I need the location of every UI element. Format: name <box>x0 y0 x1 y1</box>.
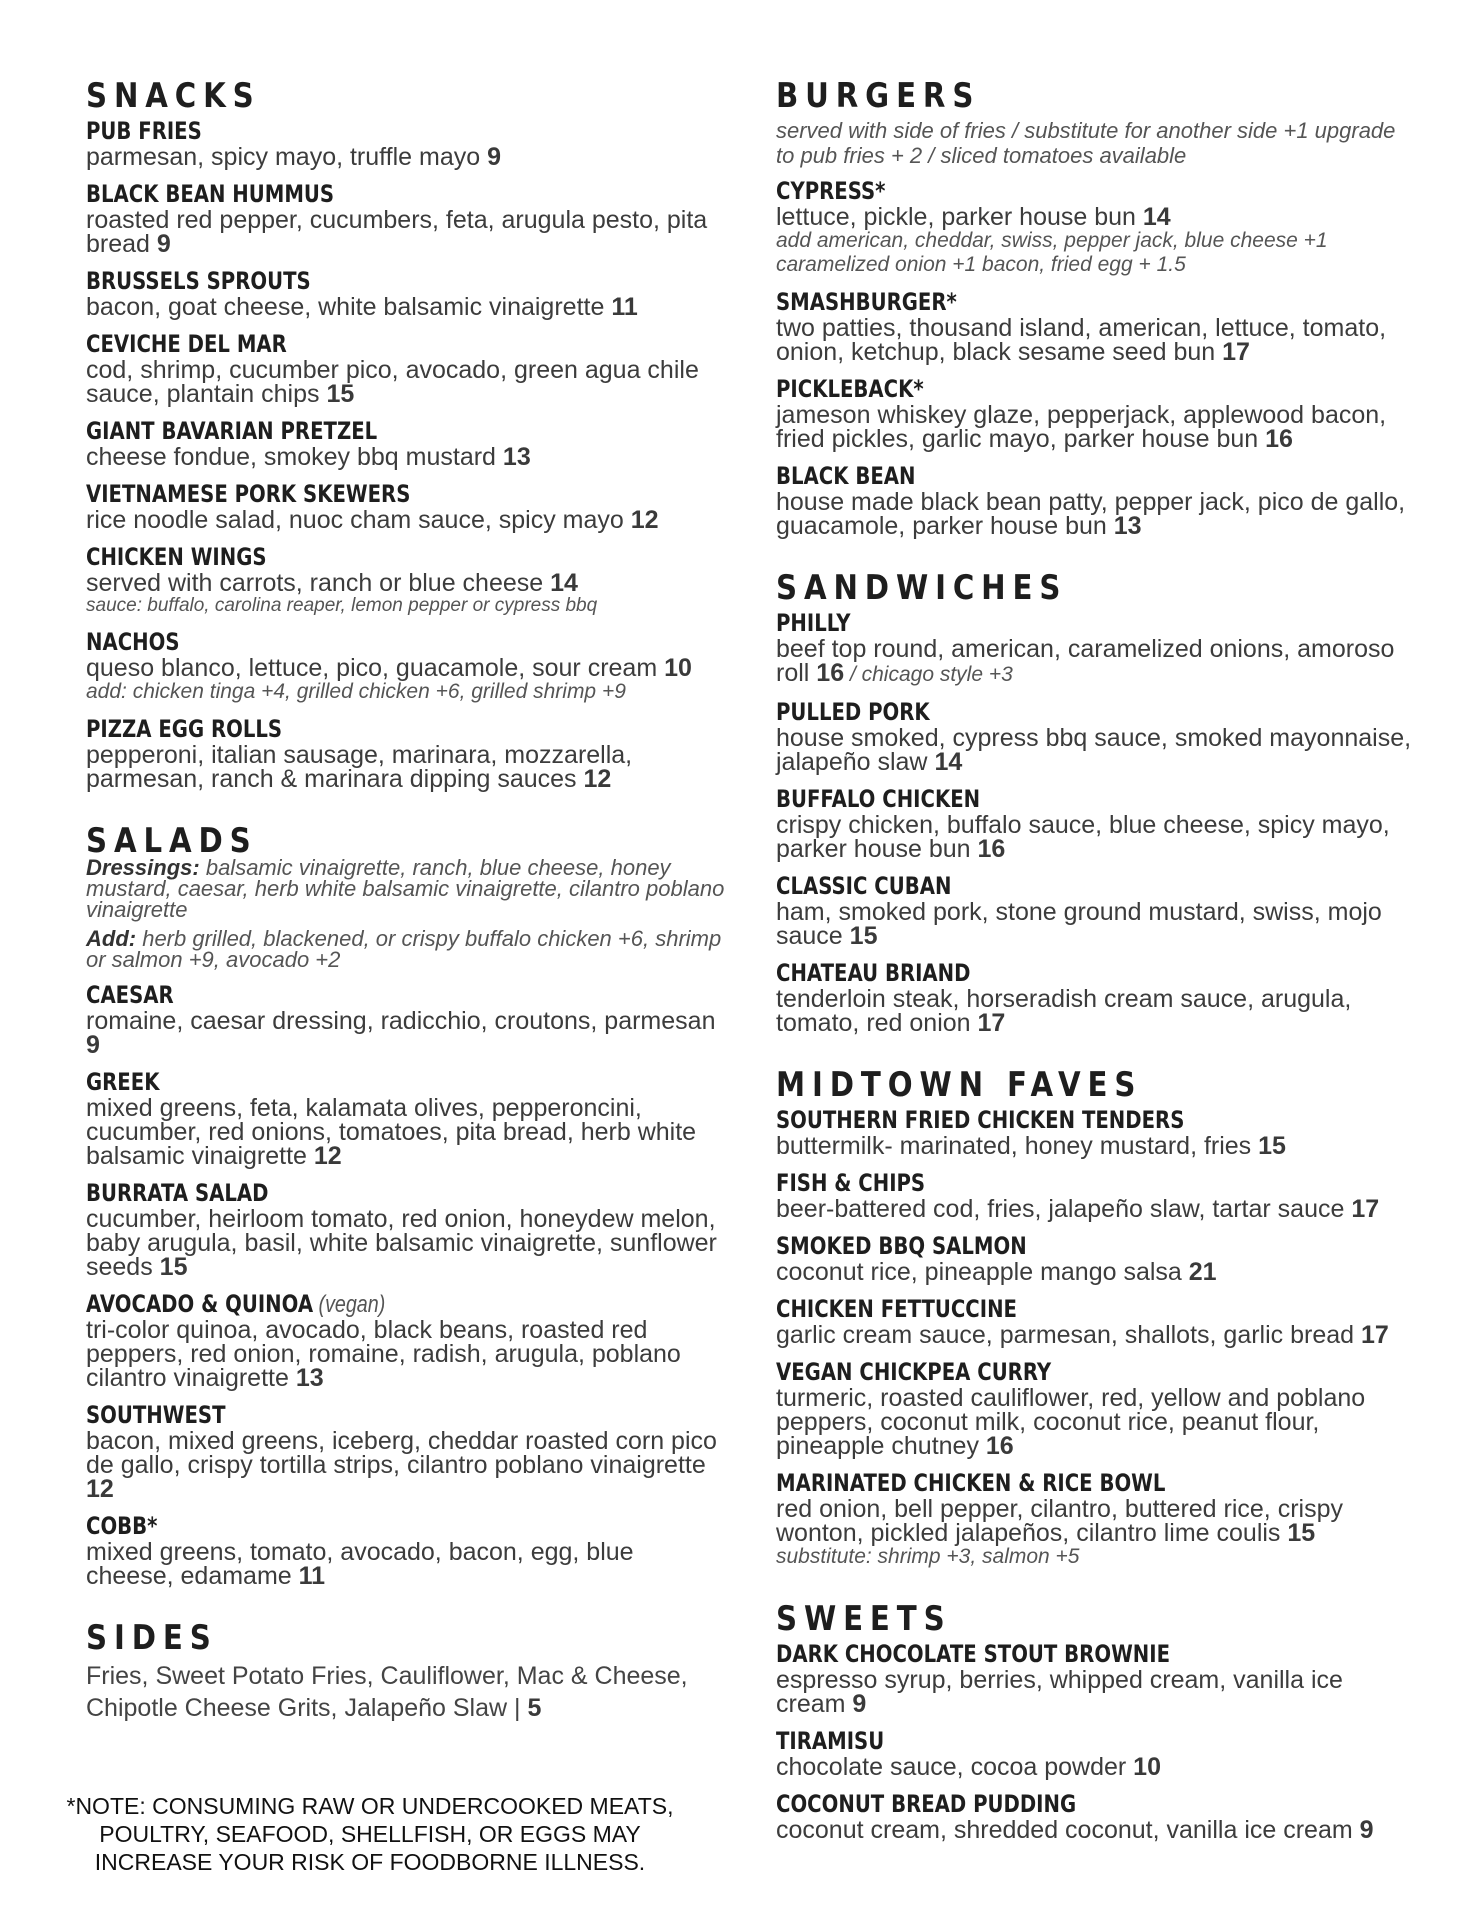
item-name: NACHOS <box>86 628 180 656</box>
item-name: BLACK BEAN <box>776 462 916 490</box>
menu-item <box>86 1402 726 1501</box>
burgers-section <box>776 76 1416 538</box>
item-desc: roasted red pepper, cucumbers, feta, arugula pesto, pita bread 9 <box>86 206 708 258</box>
item-price: 9 <box>1359 1816 1374 1844</box>
item-name: BLACK BEAN HUMMUS <box>86 180 335 208</box>
menu-item <box>86 1180 726 1279</box>
item-name: PHILLY <box>776 609 851 637</box>
item-price: 12 <box>583 765 612 793</box>
menu-item <box>776 786 1416 861</box>
menu-item <box>776 376 1416 451</box>
item-price: 17 <box>1361 1321 1389 1349</box>
item-extra: / chicago style +3 <box>844 663 1013 686</box>
sides-section <box>86 1618 726 1724</box>
item-name: GIANT BAVARIAN PRETZEL <box>86 417 378 445</box>
item-price: 15 <box>849 922 878 950</box>
item-name: AVOCADO & QUINOA (vegan) <box>86 1290 386 1318</box>
item-name: TIRAMISU <box>776 1727 885 1755</box>
item-desc: house smoked, cypress bbq sauce, smoked mayonnaise, jalapeño slaw 14 <box>776 724 1412 776</box>
item-name: SMASHBURGER* <box>776 288 957 316</box>
item-price: 11 <box>298 1562 326 1590</box>
salads-section <box>86 821 726 1588</box>
item-name: PICKLEBACK* <box>776 375 924 403</box>
item-price: 5 <box>527 1694 542 1722</box>
sides-list: Fries, Sweet Potato Fries, Cauliflower, Mac & Cheese, Chipotle Cheese Grits, Jalapeño Slaw | 5 <box>86 1662 688 1722</box>
item-name: BRUSSELS SPROUTS <box>86 267 311 295</box>
item-name: SOUTHWEST <box>86 1401 226 1429</box>
sweets-section <box>776 1599 1416 1842</box>
item-extra: add: chicken tinga +4, grilled chicken +6, grilled shrimp +9 <box>86 680 626 703</box>
item-name: SMOKED BBQ SALMON <box>776 1232 1027 1260</box>
salad-dressings: Dressings: balsamic vinaigrette, ranch, blue cheese, honey mustard, caesar, herb white balsamic vinaigrette, cilantro poblano vinaigrette <box>86 855 725 922</box>
item-price: 16 <box>1265 425 1293 453</box>
item-price: 10 <box>1133 1753 1161 1781</box>
menu-item <box>776 873 1416 948</box>
item-name: CHATEAU BRIAND <box>776 959 971 987</box>
item-price: 13 <box>295 1364 324 1392</box>
item-price: 16 <box>977 835 1006 863</box>
menu-item <box>86 982 726 1057</box>
item-name: CLASSIC CUBAN <box>776 872 952 900</box>
snacks-section <box>86 76 726 791</box>
item-desc: garlic cream sauce, parmesan, shallots, garlic bread 17 <box>776 1321 1389 1349</box>
item-desc: romaine, caesar dressing, radicchio, croutons, parmesan 9 <box>86 1007 716 1059</box>
item-price: 11 <box>611 293 638 321</box>
item-name: PUB FRIES <box>86 117 202 145</box>
item-desc: bacon, mixed greens, iceberg, cheddar roasted corn pico de gallo, crispy tortilla strips, cilantro poblano vinaigrette 12 <box>86 1427 717 1503</box>
item-desc: cod, shrimp, cucumber pico, avocado, green agua chile sauce, plantain chips 15 <box>86 356 699 408</box>
item-price: 15 <box>1258 1132 1286 1160</box>
item-price: 12 <box>86 1475 114 1503</box>
menu-item <box>86 181 726 256</box>
item-name: BUFFALO CHICKEN <box>776 785 981 813</box>
item-name: CAESAR <box>86 981 174 1009</box>
item-price: 14 <box>934 748 963 776</box>
item-desc: tenderloin steak, horseradish cream sauce, arugula, tomato, red onion 17 <box>776 985 1352 1037</box>
item-desc: pepperoni, italian sausage, marinara, mozzarella, parmesan, ranch & marinara dipping sauces 12 <box>86 741 633 793</box>
item-name: COCONUT BREAD PUDDING <box>776 1790 1077 1818</box>
item-name: CHICKEN WINGS <box>86 543 267 571</box>
menu-item <box>776 1728 1416 1779</box>
item-extra: add american, cheddar, swiss, pepper jack, blue cheese +1 caramelized onion +1 bacon, fried egg + 1.5 <box>776 229 1328 276</box>
item-name: BURRATA SALAD <box>86 1179 269 1207</box>
item-desc: house made black bean patty, pepper jack, pico de gallo, guacamole, parker house bun 13 <box>776 488 1406 540</box>
item-price: 21 <box>1188 1258 1217 1286</box>
item-extra: substitute: shrimp +3, salmon +5 <box>776 1545 1080 1568</box>
item-desc: jameson whiskey glaze, pepperjack, applewood bacon, fried pickles, garlic mayo, parker house bun 16 <box>776 401 1387 453</box>
menu-item <box>86 1069 726 1168</box>
menu-item <box>776 1170 1416 1221</box>
menu-item <box>776 1470 1416 1569</box>
item-price: 16 <box>816 659 845 687</box>
vegan-tag: (vegan) <box>313 1291 386 1318</box>
item-price: 10 <box>664 654 692 682</box>
menu-item <box>776 960 1416 1035</box>
item-name: DARK CHOCOLATE STOUT BROWNIE <box>776 1640 1171 1668</box>
menu-item <box>776 1359 1416 1458</box>
menu-item <box>776 289 1416 364</box>
menu-item <box>86 629 726 704</box>
item-desc: lettuce, pickle, parker house bun 14 <box>776 203 1171 231</box>
right-column <box>776 76 1416 1872</box>
menu-item <box>776 1107 1416 1158</box>
sandwiches-section <box>776 568 1416 1035</box>
item-name: SOUTHERN FRIED CHICKEN TENDERS <box>776 1106 1185 1134</box>
item-name: CEVICHE DEL MAR <box>86 330 287 358</box>
item-extra: sauce: buffalo, carolina reaper, lemon pepper or cypress bbq <box>86 595 598 616</box>
item-desc: beer-battered cod, fries, jalapeño slaw, tartar sauce 17 <box>776 1195 1380 1223</box>
item-name: PIZZA EGG ROLLS <box>86 715 283 743</box>
item-price: 17 <box>1351 1195 1380 1223</box>
menu-item <box>86 481 726 532</box>
item-name: VEGAN CHICKPEA CURRY <box>776 1358 1052 1386</box>
section-title: BURGERS <box>776 76 981 116</box>
item-price: 15 <box>326 380 355 408</box>
item-desc: crispy chicken, buffalo sauce, blue cheese, spicy mayo, parker house bun 16 <box>776 811 1390 863</box>
item-desc: mixed greens, feta, kalamata olives, pepperoncini, cucumber, red onions, tomatoes, pita bread, herb white balsamic vinaigrette 12 <box>86 1094 697 1170</box>
snacks-items <box>86 118 726 791</box>
menu-item <box>776 1233 1416 1284</box>
section-title: MIDTOWN FAVES <box>776 1065 1143 1105</box>
food-safety-note: *NOTE: CONSUMING RAW OR UNDERCOOKED MEATS, POULTRY, SEAFOOD, SHELLFISH, OR EGGS MAY INCREASE YOUR RISK OF FOODBORNE ILLNESS. <box>66 1793 674 1875</box>
burgers-note: served with side of fries / substitute for another side +1 upgrade to pub fries + 2 / sliced tomatoes available <box>776 118 1396 168</box>
item-name: PULLED PORK <box>776 698 930 726</box>
item-desc: two patties, thousand island, american, lettuce, tomato, onion, ketchup, black sesame seed bun 17 <box>776 314 1387 366</box>
item-name: VIETNAMESE PORK SKEWERS <box>86 480 411 508</box>
item-price: 13 <box>1113 512 1142 540</box>
section-title: SWEETS <box>776 1599 952 1639</box>
item-desc: rice noodle salad, nuoc cham sauce, spicy mayo 12 <box>86 506 659 534</box>
item-price: 9 <box>156 230 171 258</box>
item-desc: mixed greens, tomato, avocado, bacon, egg, blue cheese, edamame 11 <box>86 1538 634 1590</box>
item-price: 13 <box>502 443 531 471</box>
item-desc: beef top round, american, caramelized onions, amoroso roll 16 / chicago style +3 <box>776 635 1395 687</box>
section-title: SNACKS <box>86 76 261 116</box>
item-desc: turmeric, roasted cauliflower, red, yellow and poblano peppers, coconut milk, coconut rice, peanut flour, pineapple chutney 16 <box>776 1384 1366 1460</box>
item-desc: bacon, goat cheese, white balsamic vinaigrette 11 <box>86 293 638 321</box>
menu-item <box>86 118 726 169</box>
menu-item <box>86 544 726 617</box>
item-name: MARINATED CHICKEN & RICE BOWL <box>776 1469 1166 1497</box>
menu-item <box>86 268 726 319</box>
item-name: CHICKEN FETTUCCINE <box>776 1295 1017 1323</box>
item-price: 15 <box>1287 1519 1316 1547</box>
item-name: COBB* <box>86 1512 158 1540</box>
item-desc: chocolate sauce, cocoa powder 10 <box>776 1753 1161 1781</box>
menu-item <box>86 418 726 469</box>
item-desc: cheese fondue, smokey bbq mustard 13 <box>86 443 531 471</box>
item-desc: ham, smoked pork, stone ground mustard, swiss, mojo sauce 15 <box>776 898 1382 950</box>
item-desc: served with carrots, ranch or blue cheese 14 <box>86 569 578 597</box>
menu-item <box>776 1296 1416 1347</box>
item-desc: queso blanco, lettuce, pico, guacamole, sour cream 10 <box>86 654 692 682</box>
menu-item <box>776 1641 1416 1716</box>
menu-item <box>86 1291 726 1390</box>
item-price: 12 <box>313 1142 342 1170</box>
salad-add-ons: Add: herb grilled, blackened, or crispy buffalo chicken +6, shrimp or salmon +9, avocado +2 <box>86 926 722 972</box>
menu-item <box>776 1791 1416 1842</box>
left-column <box>86 76 726 1754</box>
menu-item <box>86 331 726 406</box>
item-desc: red onion, bell pepper, cilantro, buttered rice, crispy wonton, pickled jalapeños, cilantro lime coulis 15 <box>776 1495 1343 1547</box>
item-name: FISH & CHIPS <box>776 1169 926 1197</box>
item-price: 17 <box>977 1009 1006 1037</box>
section-title: SALADS <box>86 821 258 861</box>
menu-item <box>86 1513 726 1588</box>
item-price: 16 <box>985 1432 1014 1460</box>
item-desc: cucumber, heirloom tomato, red onion, honeydew melon, baby arugula, basil, white balsamic vinaigrette, sunflower seeds 15 <box>86 1205 717 1281</box>
menu-item <box>776 463 1416 538</box>
midtown-faves-section <box>776 1065 1416 1569</box>
item-desc: tri-color quinoa, avocado, black beans, roasted red peppers, red onion, romaine, radish, arugula, poblano cilantro vinaigrette 13 <box>86 1316 681 1392</box>
menu-item <box>776 178 1416 277</box>
item-price: 14 <box>1142 203 1171 231</box>
section-title: SIDES <box>86 1618 218 1658</box>
item-desc: buttermilk- marinated, honey mustard, fries 15 <box>776 1132 1286 1160</box>
item-desc: coconut rice, pineapple mango salsa 21 <box>776 1258 1217 1286</box>
item-price: 9 <box>86 1031 100 1059</box>
item-price: 17 <box>1222 338 1250 366</box>
item-price: 14 <box>550 569 578 597</box>
item-price: 12 <box>630 506 659 534</box>
item-desc: coconut cream, shredded coconut, vanilla ice cream 9 <box>776 1816 1374 1844</box>
item-desc: espresso syrup, berries, whipped cream, vanilla ice cream 9 <box>776 1666 1343 1718</box>
item-name: CYPRESS* <box>776 177 886 205</box>
section-title: SANDWICHES <box>776 568 1068 608</box>
item-price: 9 <box>852 1690 867 1718</box>
item-name: GREEK <box>86 1068 160 1096</box>
menu-item <box>776 699 1416 774</box>
item-price: 15 <box>159 1253 188 1281</box>
item-price: 9 <box>487 143 501 171</box>
item-desc: parmesan, spicy mayo, truffle mayo 9 <box>86 143 501 171</box>
menu-item <box>776 610 1416 687</box>
menu-item <box>86 716 726 791</box>
